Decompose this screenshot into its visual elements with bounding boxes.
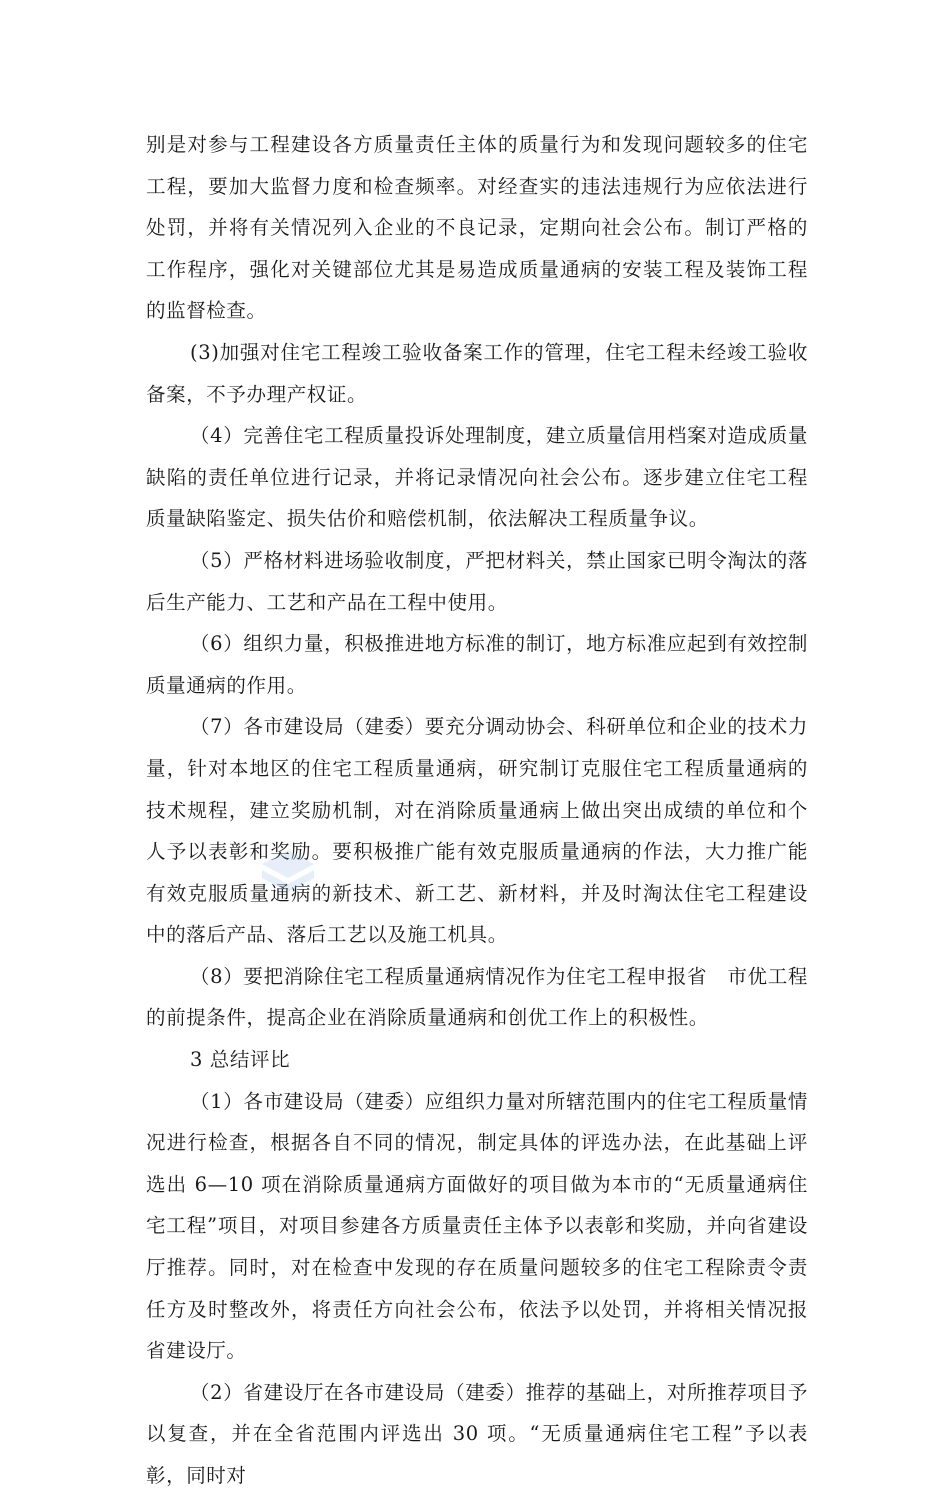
paragraph: （2）省建设厅在各市建设局（建委）推荐的基础上，对所推荐项目予以复查，并在全省范围内评选出 30 项。“无质量通病住宅工程”予以表彰，同时对 — [146, 1380, 808, 1487]
document-body — [146, 124, 808, 1497]
paragraph: (3)加强对住宅工程竣工验收备案工作的管理，住宅工程未经竣工验收备案，不予办理产权证。 — [146, 340, 808, 406]
paragraph: （1）各市建设局（建委）应组织力量对所辖范围内的住宅工程质量情况进行检查，根据各自不同的情况，制定具体的评选办法，在此基础上评选出 6—10 项在消除质量通病方面做好的项目做为本市的“无质量通病住宅工程”项目，对项目参建各方质量责任主体予以表彰和奖励，并向省建设厅推荐。同时，对在检查中发现的存在质量问题较多的住宅工程除责令责任方及时整改外，将责任方向社会公布，依法予以处罚，并将相关情况报省建设厅。 — [146, 1089, 808, 1363]
paragraph: （4）完善住宅工程质量投诉处理制度，建立质量信用档案对造成质量缺陷的责任单位进行记录，并将记录情况向社会公布。逐步建立住宅工程质量缺陷鉴定、损失估价和赔偿机制，依法解决工程质量争议。 — [146, 424, 808, 531]
paragraph: （5）严格材料进场验收制度，严把材料关，禁止国家已明令淘汰的落后生产能力、工艺和产品在工程中使用。 — [146, 548, 808, 614]
paragraph: 别是对参与工程建设各方质量责任主体的质量行为和发现问题较多的住宅工程，要加大监督力度和检查频率。对经查实的违法违规行为应依法进行处罚，并将有关情况列入企业的不良记录，定期向社会公布。制订严格的工作程序，强化对关键部位尤其是易造成质量通病的安装工程及装饰工程的监督检查。 — [146, 133, 808, 323]
paragraph: （6）组织力量，积极推进地方标准的制订，地方标准应起到有效控制质量通病的作用。 — [146, 632, 808, 697]
paragraph: （8）要把消除住宅工程质量通病情况作为住宅工程申报省 市优工程的前提条件，提高企业在消除质量通病和创优工作上的积极性。 — [146, 964, 808, 1030]
section-heading: 3 总结评比 — [190, 1048, 291, 1072]
watermark-logo-icon — [258, 848, 318, 896]
paragraph: （7）各市建设局（建委）要充分调动协会、科研单位和企业的技术力量，针对本地区的住宅工程质量通病，研究制订克服住宅工程质量通病的技术规程，建立奖励机制，对在消除质量通病上做出突出成绩的单位和个人予以表彰和奖励。要积极推广能有效克服质量通病的作法，大力推广能有效克服质量通病的新技术、新工艺、新材料，并及时淘汰住宅工程建设中的落后产品、落后工艺以及施工机具。 — [146, 715, 808, 947]
